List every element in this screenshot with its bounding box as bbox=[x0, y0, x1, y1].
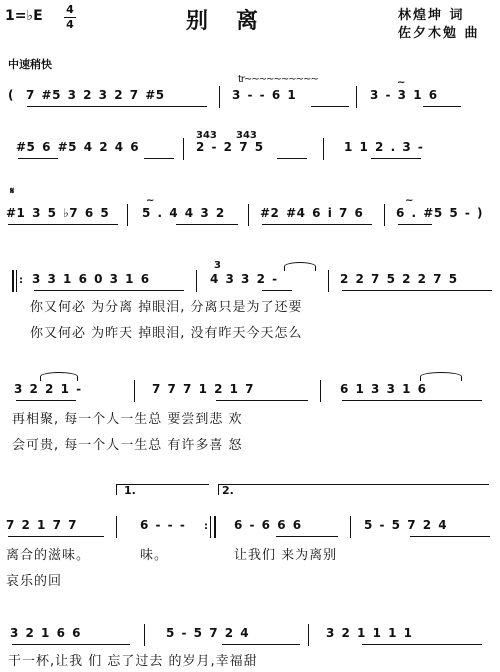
repeat-barline bbox=[16, 270, 17, 292]
beam-line bbox=[398, 224, 432, 225]
row6-measure-3: 6 - 6 6 6 bbox=[234, 518, 302, 532]
barline bbox=[356, 86, 357, 108]
repeat-barline bbox=[12, 270, 14, 292]
grace-note: 3 bbox=[214, 260, 221, 271]
repeat-barline bbox=[210, 516, 211, 538]
verse2-line3-lyric: 哀乐的回 bbox=[6, 574, 63, 589]
repeat-dots: : bbox=[204, 521, 208, 532]
tie-arc bbox=[420, 372, 462, 381]
row4-measure-2: 4 3 3 2 - bbox=[210, 272, 278, 286]
volta-label-1: 1. bbox=[124, 484, 136, 497]
row3-measure-4: 6 . #5 5 - ) bbox=[396, 206, 484, 220]
beam-line bbox=[342, 400, 482, 401]
row5-measure-1: 3 2 2 1 - bbox=[14, 382, 82, 396]
beam-line bbox=[18, 158, 58, 159]
row3-measure-1: #1 3 5 ♭7 6 5 bbox=[6, 206, 110, 220]
row7-measure-2: 5 - 5 7 2 4 bbox=[166, 626, 250, 640]
beam-line bbox=[8, 536, 104, 537]
beam-line bbox=[342, 290, 492, 291]
row4-measure-3: 2 2 7 5 2 2 7 5 bbox=[340, 272, 458, 286]
row2-measure-1: #5 6 #5 4 2 4 6 bbox=[16, 140, 140, 154]
row4-measure-1: 3 3 1 6 0 3 1 6 bbox=[32, 272, 150, 286]
verse1-line2-lyric: 再相聚, 每一个人一生总 要尝到悲 欢 bbox=[12, 412, 243, 427]
beam-line bbox=[8, 224, 118, 225]
barline bbox=[219, 86, 220, 108]
barline bbox=[144, 624, 145, 646]
row1-measure-1: 7 #5 3 2 3 2 7 #5 bbox=[26, 88, 165, 102]
beam-line bbox=[371, 158, 421, 159]
beam-line bbox=[16, 400, 76, 401]
key-signature: 1=♭E bbox=[5, 8, 43, 24]
row3-measure-3: #2 #4 6 i 7 6 bbox=[260, 206, 364, 220]
beam-line bbox=[222, 644, 300, 645]
barline bbox=[323, 138, 324, 160]
verse1-line4-lyric: 干一杯,让我 们 忘了过去 的岁月,幸福甜 bbox=[8, 654, 258, 669]
beam-line bbox=[362, 644, 482, 645]
barline bbox=[183, 138, 184, 160]
barline bbox=[384, 204, 385, 226]
lyricist-credit: 林煌坤 词 bbox=[398, 8, 465, 23]
verse1-line3c-lyric: 让我们 来为离别 bbox=[234, 548, 338, 563]
barline bbox=[127, 204, 128, 226]
beam-line bbox=[12, 644, 130, 645]
row7-measure-1: 3 2 1 6 6 bbox=[10, 626, 81, 640]
barline bbox=[134, 380, 135, 402]
trill-mark: tr~~~~~~~~~~ bbox=[238, 74, 318, 85]
beam-line bbox=[276, 536, 338, 537]
row5-measure-3: 6 1 3 3 1 6 bbox=[340, 382, 427, 396]
time-signature: 4 4 bbox=[64, 4, 76, 31]
row6-measure-1: 7 2 1 7 7 bbox=[6, 518, 77, 532]
mordent-mark: ~ bbox=[405, 195, 414, 206]
staff-row-3 bbox=[0, 186, 500, 226]
barline bbox=[320, 380, 321, 402]
repeat-dots: : bbox=[19, 275, 23, 286]
beam-line bbox=[34, 290, 184, 291]
beam-line bbox=[176, 224, 238, 225]
beam-line bbox=[277, 158, 307, 159]
tie-arc bbox=[40, 372, 78, 381]
segno-sign: 𝄋 bbox=[10, 186, 15, 197]
grace-notes: 343 bbox=[236, 130, 257, 141]
barline bbox=[196, 270, 197, 292]
beam-line bbox=[144, 158, 174, 159]
verse2-line1-lyric: 你又何必 为昨天 掉眼泪, 没有昨天今天怎么 bbox=[30, 326, 303, 341]
staff-row-2 bbox=[0, 130, 500, 160]
row1-measure-3: 3 - 3 1 6 bbox=[370, 88, 438, 102]
verse1-line1-lyric: 你又何必 为分离 掉眼泪, 分离只是为了还要 bbox=[30, 300, 303, 315]
tie-arc bbox=[284, 262, 316, 271]
staff-row-5 bbox=[0, 382, 500, 402]
tempo-marking: 中速稍快 bbox=[8, 58, 52, 71]
staff-row-1 bbox=[0, 74, 500, 108]
staff-row-6 bbox=[0, 518, 500, 538]
barline bbox=[350, 516, 351, 538]
row6-measure-2: 6 - - - bbox=[140, 518, 186, 532]
barline bbox=[248, 204, 249, 226]
row2-measure-2: 2 - 2 7 5 bbox=[196, 140, 264, 154]
song-title: 别离 bbox=[186, 8, 287, 34]
barline bbox=[308, 624, 309, 646]
beam-line bbox=[262, 290, 292, 291]
mordent-mark: ~ bbox=[397, 77, 406, 88]
row2-measure-3: 1 1 2 . 3 - bbox=[344, 140, 424, 154]
staff-row-4 bbox=[0, 260, 500, 292]
barline bbox=[116, 516, 117, 538]
volta-label-2: 2. bbox=[222, 484, 234, 497]
beam-line bbox=[262, 224, 372, 225]
beam-line bbox=[216, 400, 308, 401]
row5-measure-2: 7 7 7 1 2 1 7 bbox=[152, 382, 255, 396]
mordent-mark: ~ bbox=[146, 195, 155, 206]
staff-row-7 bbox=[0, 626, 500, 646]
verse1-line3b-lyric: 味。 bbox=[140, 548, 169, 563]
beam-line bbox=[27, 106, 207, 107]
row3-measure-2: 5 . 4 4 3 2 bbox=[142, 206, 225, 220]
verse2-line2-lyric: 会可贵, 每一个人一生总 有许多喜 怒 bbox=[12, 438, 243, 453]
composer-credit: 佐夕木勉 曲 bbox=[398, 26, 480, 41]
row1-measure-2: 3 - - 6 1 bbox=[232, 88, 297, 102]
beam-line bbox=[311, 106, 349, 107]
row7-measure-3: 3 2 1 1 1 1 bbox=[326, 626, 413, 640]
repeat-barline bbox=[214, 516, 216, 538]
row6-measure-4: 5 - 5 7 2 4 bbox=[364, 518, 448, 532]
beam-line bbox=[410, 536, 490, 537]
verse1-line3-lyric: 离合的滋味。 bbox=[6, 548, 91, 563]
beam-line bbox=[423, 106, 461, 107]
grace-notes: 343 bbox=[196, 130, 217, 141]
barline bbox=[328, 270, 329, 292]
volta-bracket-2 bbox=[218, 484, 489, 495]
row1-open-paren: ( bbox=[8, 88, 14, 102]
